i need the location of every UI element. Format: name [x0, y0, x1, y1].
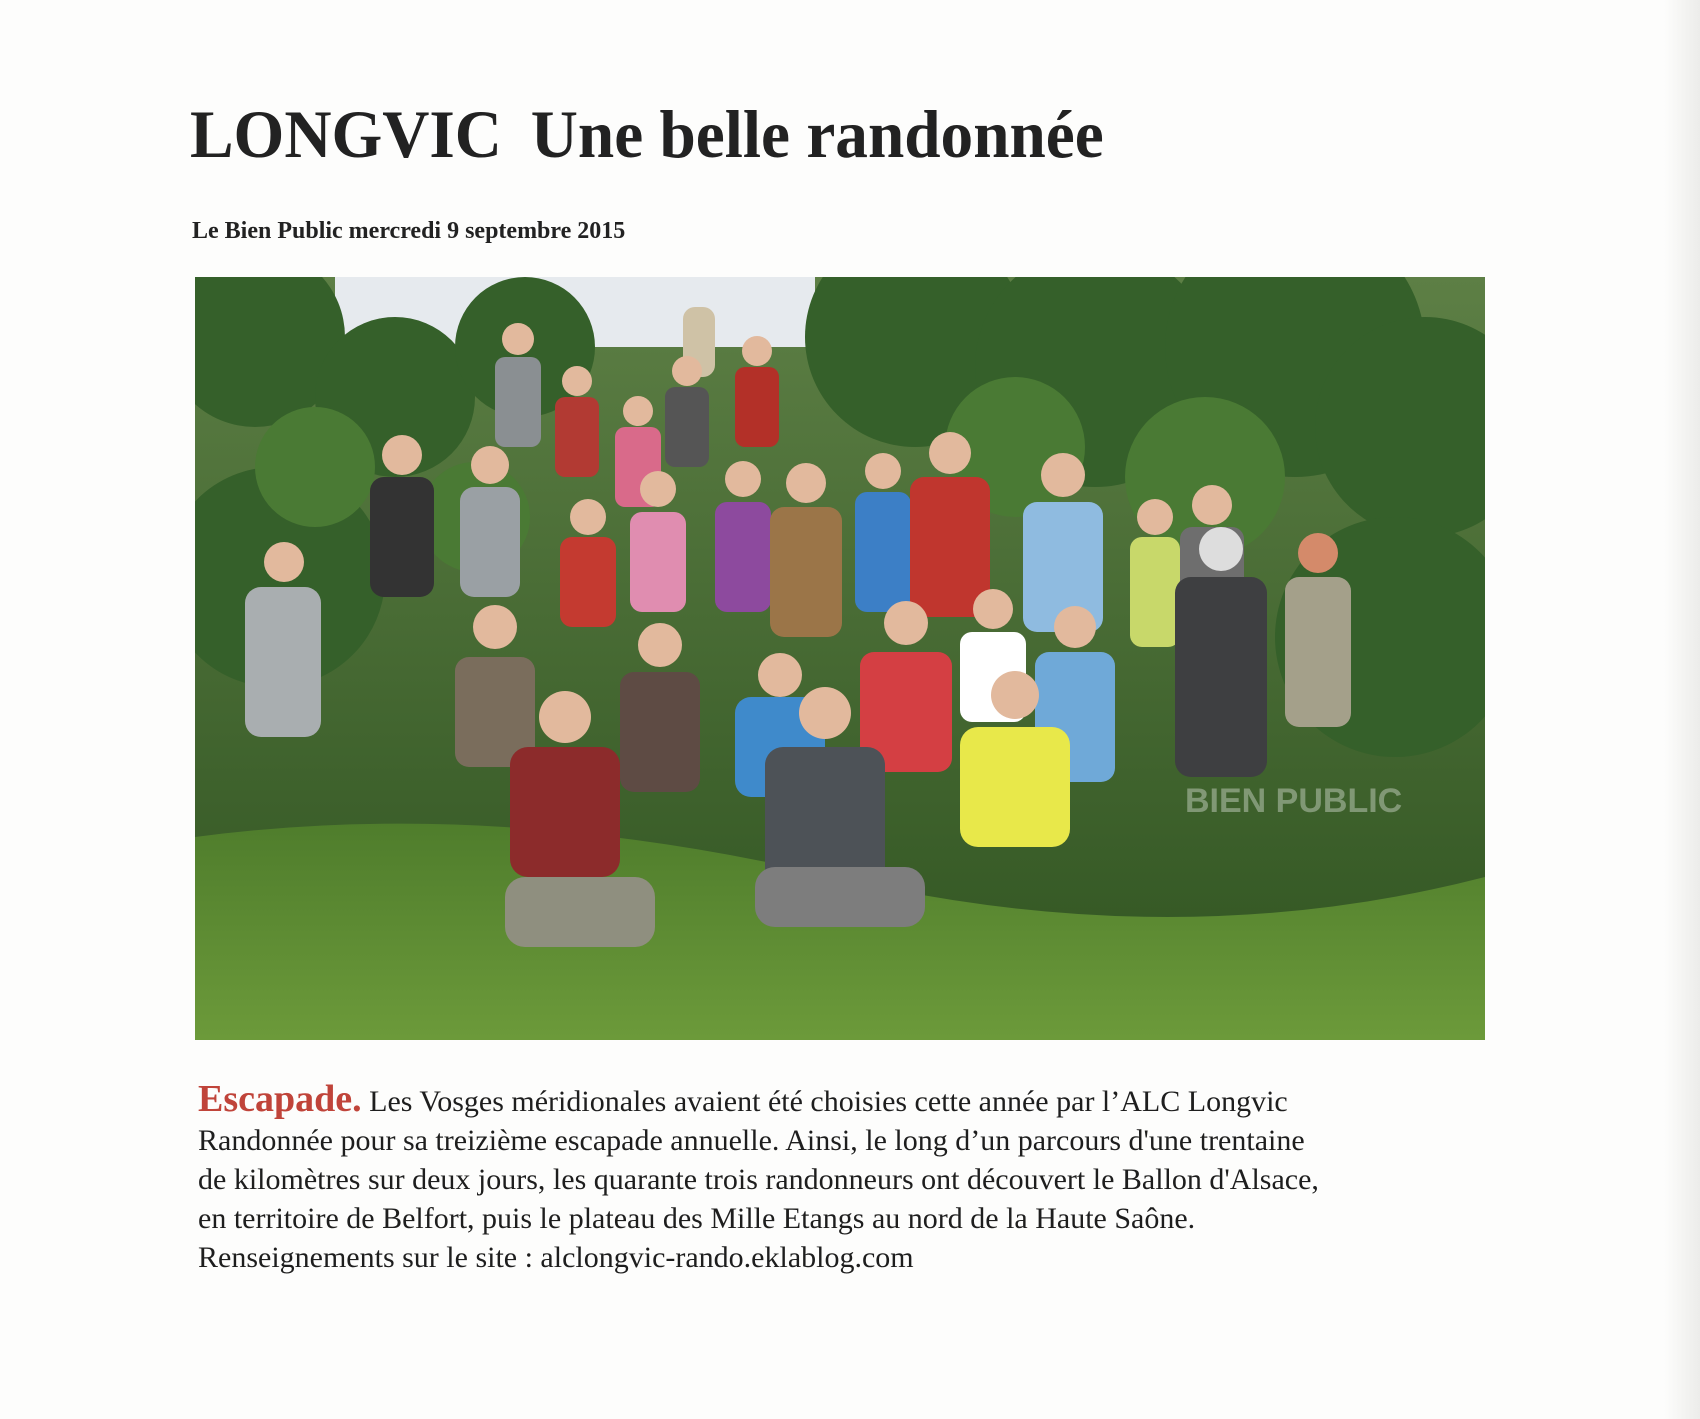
caption-line-1	[198, 1080, 1438, 1121]
headline	[190, 96, 1104, 172]
caption-line-1-text: Les Vosges méridionales avaient été choisies cette année par l’ALC Longvic	[361, 1085, 1288, 1118]
caption-lead: Escapade.	[198, 1078, 362, 1120]
group-photo-illustration	[195, 277, 1485, 1040]
group-photo	[195, 277, 1485, 1040]
caption-line-2: Randonnée pour sa treizième escapade annuelle. Ainsi, le long d’un parcours d'une trentaine	[198, 1124, 1305, 1157]
headline-text: Une belle randonnée	[530, 96, 1104, 172]
caption-line-5: Renseignements sur le site : alclongvic-rando.eklablog.com	[198, 1241, 914, 1274]
source-line: Le Bien Public mercredi 9 septembre 2015	[192, 218, 626, 244]
photo-watermark: BIEN PUBLIC	[1185, 782, 1403, 820]
caption	[198, 1080, 1438, 1277]
page-edge-shadow	[1664, 0, 1700, 1419]
headline-place: LONGVIC	[190, 96, 502, 172]
caption-line-4: en territoire de Belfort, puis le plateau des Mille Etangs au nord de la Haute Saône.	[198, 1202, 1196, 1235]
caption-line-3: de kilomètres sur deux jours, les quarante trois randonneurs ont découvert le Ballon d'Alsace,	[198, 1163, 1319, 1196]
